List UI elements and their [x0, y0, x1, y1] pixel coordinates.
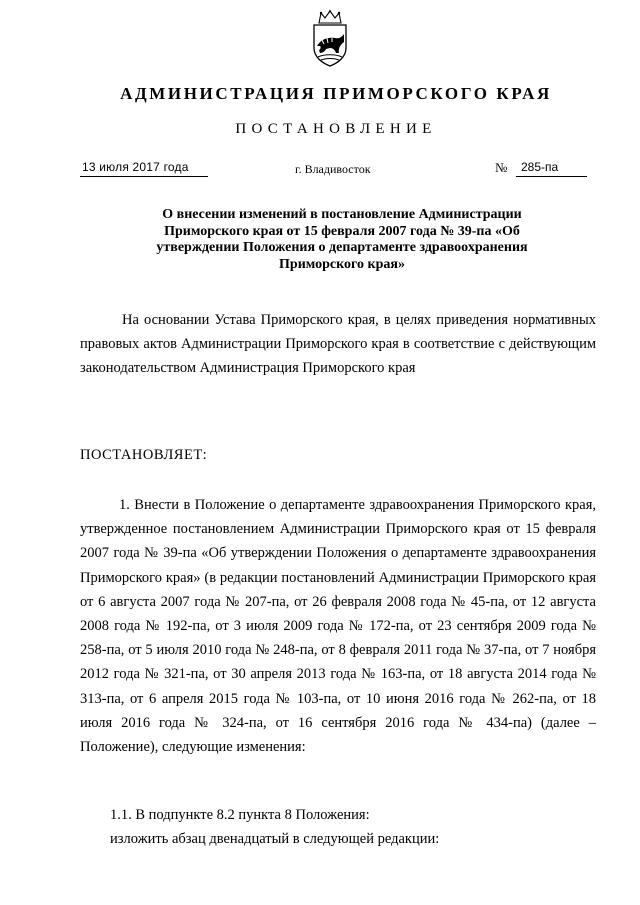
- document-number-label: №: [495, 160, 508, 175]
- document-type: ПОСТАНОВЛЕНИЕ: [235, 121, 437, 137]
- document-date: 13 июля 2017 года: [82, 160, 189, 174]
- document-subject: О внесении изменений в постановление Администрации Приморского края от 15 февраля 2007 года № 39-па «Об утверждении Положения о департаменте здравоохранения Приморского края»: [156, 207, 528, 272]
- organization-title: АДМИНИСТРАЦИЯ ПРИМОРСКОГО КРАЯ: [120, 84, 552, 103]
- item-1-1-text: изложить абзац двенадцатый в следующей редакции:: [110, 831, 440, 847]
- preamble-paragraph: На основании Устава Приморского края, в целях приведения нормативных правовых актов Администрации Приморского края в соответствие с действующим законодательством Администрация Приморского края: [80, 312, 596, 376]
- document-city: г. Владивосток: [295, 162, 371, 176]
- item-1-1-paragraph: 1.1. В подпункте 8.2 пункта 8 Положения:: [110, 807, 370, 823]
- coat-of-arms-icon: [306, 10, 354, 68]
- document-number: 285-па: [521, 160, 559, 174]
- decree-heading: ПОСТАНОВЛЯЕТ:: [80, 447, 208, 463]
- item-1-paragraph: 1. Внести в Положение о департаменте здравоохранения Приморского края, утвержденное постановлением Администрации Приморского края от 15 февраля 2007 года № 39-па «Об утверждении Положения о департаменте здравоохранения Приморского края» (в редакции постановлений Администрации Приморского края от 6 августа 2007 года № 207-па, от 26 февраля 2008 года № 45-па, от 12 августа 2008 года № 192-па, от 3 июля 2009 года № 172-па, от 23 сентября 2009 года № 258-па, от 5 июля 2010 года № 248-па, от 8 февраля 2011 года № 37-па, от 7 ноября 2012 года № 321-па, от 30 апреля 2013 года № 163-па, от 18 августа 2014 года № 313-па, от 6 апреля 2015 года № 103-па, от 10 июня 2016 года № 262-па, от 18 июля 2016 года № 324-па, от 16 сентября 2016 года № 434-па) (далее – Положение), следующие изменения:: [80, 497, 596, 756]
